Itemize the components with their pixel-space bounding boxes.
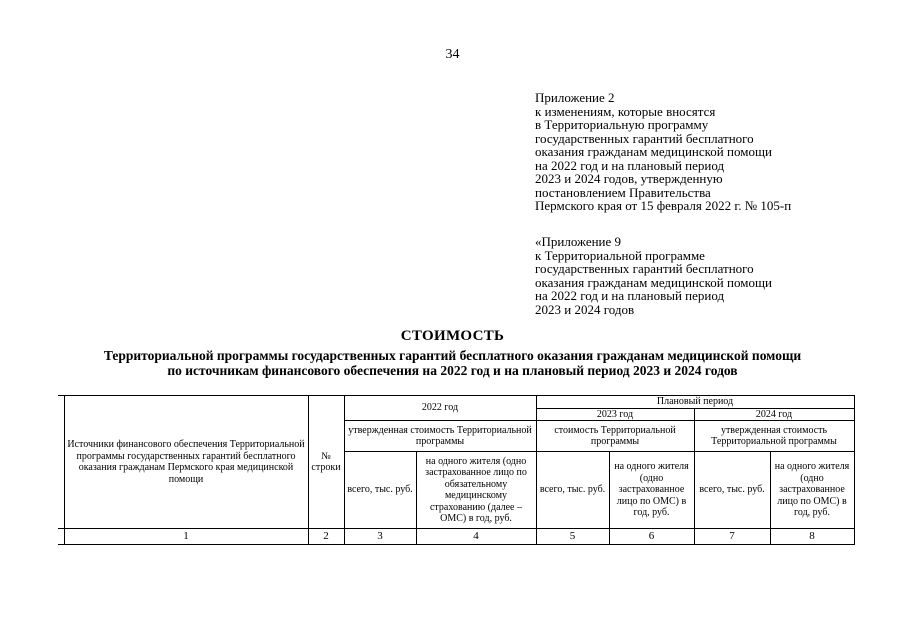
header-per-resident-2023: на одного жителя (одно застрахованное лицо по ОМС) в год, руб.	[609, 452, 694, 529]
header-year-2022: 2022 год	[344, 396, 536, 421]
document-subtitle	[0, 349, 905, 378]
page-number: 34	[445, 47, 460, 62]
header-total-2024: всего, тыс. руб.	[694, 452, 770, 529]
header-per-resident-2022: на одного жителя (одно застрахованное лицо по обязательному медицинскому страхованию (далее – ОМС) в год, руб.	[416, 452, 536, 529]
column-number: 4	[416, 529, 536, 545]
appendix-current-line: в Территориальную программу	[535, 117, 709, 132]
header-total-2023: всего, тыс. руб.	[536, 452, 609, 529]
header-cost-2023: стоимость Территориальной программы	[536, 421, 694, 452]
column-number: 8	[770, 529, 854, 545]
header-year-2023: 2023 год	[536, 408, 694, 421]
cost-table	[58, 395, 855, 545]
appendix-program-line: к Территориальной программе	[535, 247, 705, 263]
appendix-current-line: на 2022 год и на плановый период	[535, 157, 725, 173]
header-year-2024: 2024 год	[694, 408, 854, 421]
appendix-current-line: государственных гарантий бесплатного	[535, 130, 754, 146]
appendix-program-line: 2023 и 2024 годов	[535, 301, 635, 317]
appendix-program-line: «Приложение 9	[535, 234, 622, 249]
appendix-current-line: 2023 и 2024 годов, утвержденную	[535, 171, 723, 186]
document-subtitle-line: по источникам финансового обеспечения на 2022 год и на плановый период 2023 и 2024 годов	[167, 362, 738, 378]
column-number: 5	[536, 529, 609, 545]
document-subtitle-line: Территориальной программы государственных гарантий бесплатного оказания гражданам медицинской помощи	[103, 348, 802, 363]
header-total-2022: всего, тыс. руб.	[344, 452, 416, 529]
appendix-current-header	[535, 91, 791, 213]
appendix-current-line: к изменениям, которые вносятся	[535, 103, 716, 119]
appendix-current-line: Приложение 2	[535, 90, 615, 105]
column-number: 6	[609, 529, 694, 545]
column-number: 7	[694, 529, 770, 545]
appendix-program-line: на 2022 год и на плановый период	[535, 288, 725, 303]
appendix-program-header	[535, 235, 772, 316]
document-title: СТОИМОСТЬ	[400, 328, 505, 344]
header-approved-cost-2022: утвержденная стоимость Территориальной программы	[344, 421, 536, 452]
appendix-current-line: Пермского края от 15 февраля 2022 г. № 105-п	[535, 198, 792, 213]
header-source: Источники финансового обеспечения Территориальной программы государственных гарантий бесплатного оказания гражданам Пермского края медицинской помощи	[64, 396, 308, 529]
appendix-program-line: оказания гражданам медицинской помощи	[535, 274, 772, 290]
header-row-number: № строки	[308, 396, 344, 529]
column-number: 2	[308, 529, 344, 545]
column-number-row	[58, 529, 854, 545]
appendix-program-line: государственных гарантий бесплатного	[535, 261, 754, 276]
header-per-resident-2024: на одного жителя (одно застрахованное лицо по ОМС) в год, руб.	[770, 452, 854, 529]
header-approved-cost-2024: утвержденная стоимость Территориальной программы	[694, 421, 854, 452]
header-planning-period: Плановый период	[536, 396, 854, 409]
column-number: 3	[344, 529, 416, 545]
appendix-current-line: оказания гражданам медицинской помощи	[535, 144, 772, 159]
column-number: 1	[64, 529, 308, 545]
appendix-current-line: постановлением Правительства	[535, 184, 711, 200]
table-header-row	[58, 396, 854, 409]
